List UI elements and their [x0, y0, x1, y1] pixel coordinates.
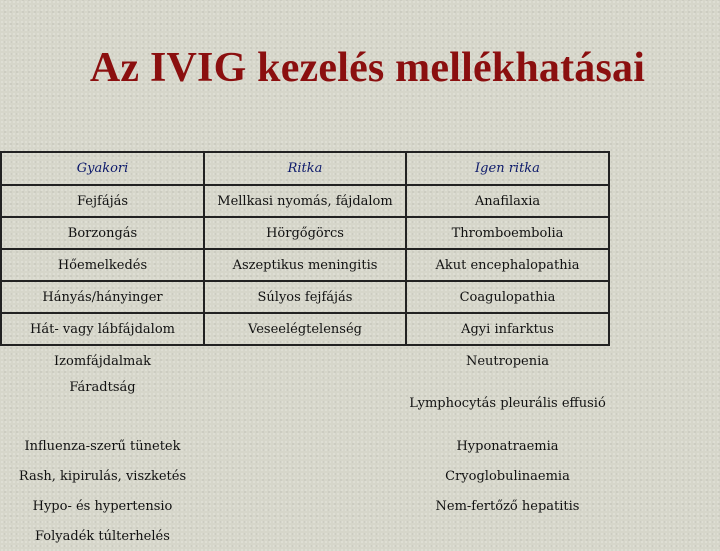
- table-row: [1, 521, 609, 551]
- table-cell: Fáradtság: [69, 380, 136, 395]
- table-cell: Anafilaxia: [406, 185, 609, 217]
- table-row: [1, 491, 609, 521]
- table-cell: Aszeptikus meningitis: [204, 249, 406, 281]
- table-cell: [406, 521, 609, 551]
- table-cell: [204, 376, 406, 431]
- table-row: [1, 345, 609, 376]
- table-cell: Influenza-szerű tünetek: [24, 438, 181, 454]
- table-row: [1, 431, 609, 461]
- table-cell: Rash, kipirulás, viszketés: [18, 468, 187, 484]
- slide-title: Az IVIG kezelés mellékhatásai: [89, 45, 646, 91]
- table-cell: Neutropenia: [465, 353, 549, 369]
- table-row: [1, 249, 609, 281]
- table-row: [1, 313, 609, 345]
- table-cell: [204, 491, 406, 521]
- table-cell: Lymphocytás pleurális effusió: [409, 396, 606, 411]
- table-cell: Agyi infarktus: [406, 313, 609, 345]
- table-cell: Borzongás: [1, 217, 204, 249]
- table-cell: Cryoglobulinaemia: [445, 468, 570, 484]
- column-header-rare: Ritka: [204, 152, 406, 185]
- column-header-common: Gyakori: [1, 152, 204, 185]
- table-cell: Izomfájdalmak: [54, 353, 151, 369]
- table-row: [1, 376, 609, 431]
- side-effects-table: [0, 151, 610, 551]
- table-cell: Mellkasi nyomás, fájdalom: [204, 185, 406, 217]
- table-cell: Nem-fertőző hepatitis: [435, 498, 580, 514]
- table-cell: Hőemelkedés: [1, 249, 204, 281]
- table-cell: Folyadék túlterhelés: [35, 528, 170, 544]
- table-row: [1, 185, 609, 217]
- table-cell: Hányás/hányinger: [1, 281, 204, 313]
- table-cell: Thromboembolia: [406, 217, 609, 249]
- table-cell: Hát- vagy lábfájdalom: [1, 313, 204, 345]
- table-cell: Hyponatraemia: [456, 438, 559, 454]
- table-row: [1, 217, 609, 249]
- table-cell: Veseelégtelenség: [204, 313, 406, 345]
- table-cell: [204, 521, 406, 551]
- table-cell: [204, 461, 406, 491]
- table-cell: Hörgőgörcs: [204, 217, 406, 249]
- table-cell: Fejfájás: [1, 185, 204, 217]
- table-cell: Súlyos fejfájás: [204, 281, 406, 313]
- table-cell: [204, 431, 406, 461]
- column-header-very-rare: Igen ritka: [406, 152, 609, 185]
- table-cell: [204, 345, 406, 376]
- table-cell: Akut encephalopathia: [406, 249, 609, 281]
- table-cell: Coagulopathia: [406, 281, 609, 313]
- table-cell: Hypo- és hypertensio: [32, 498, 173, 514]
- table-row: [1, 461, 609, 491]
- table-row: [1, 281, 609, 313]
- table-header-row: [1, 152, 609, 185]
